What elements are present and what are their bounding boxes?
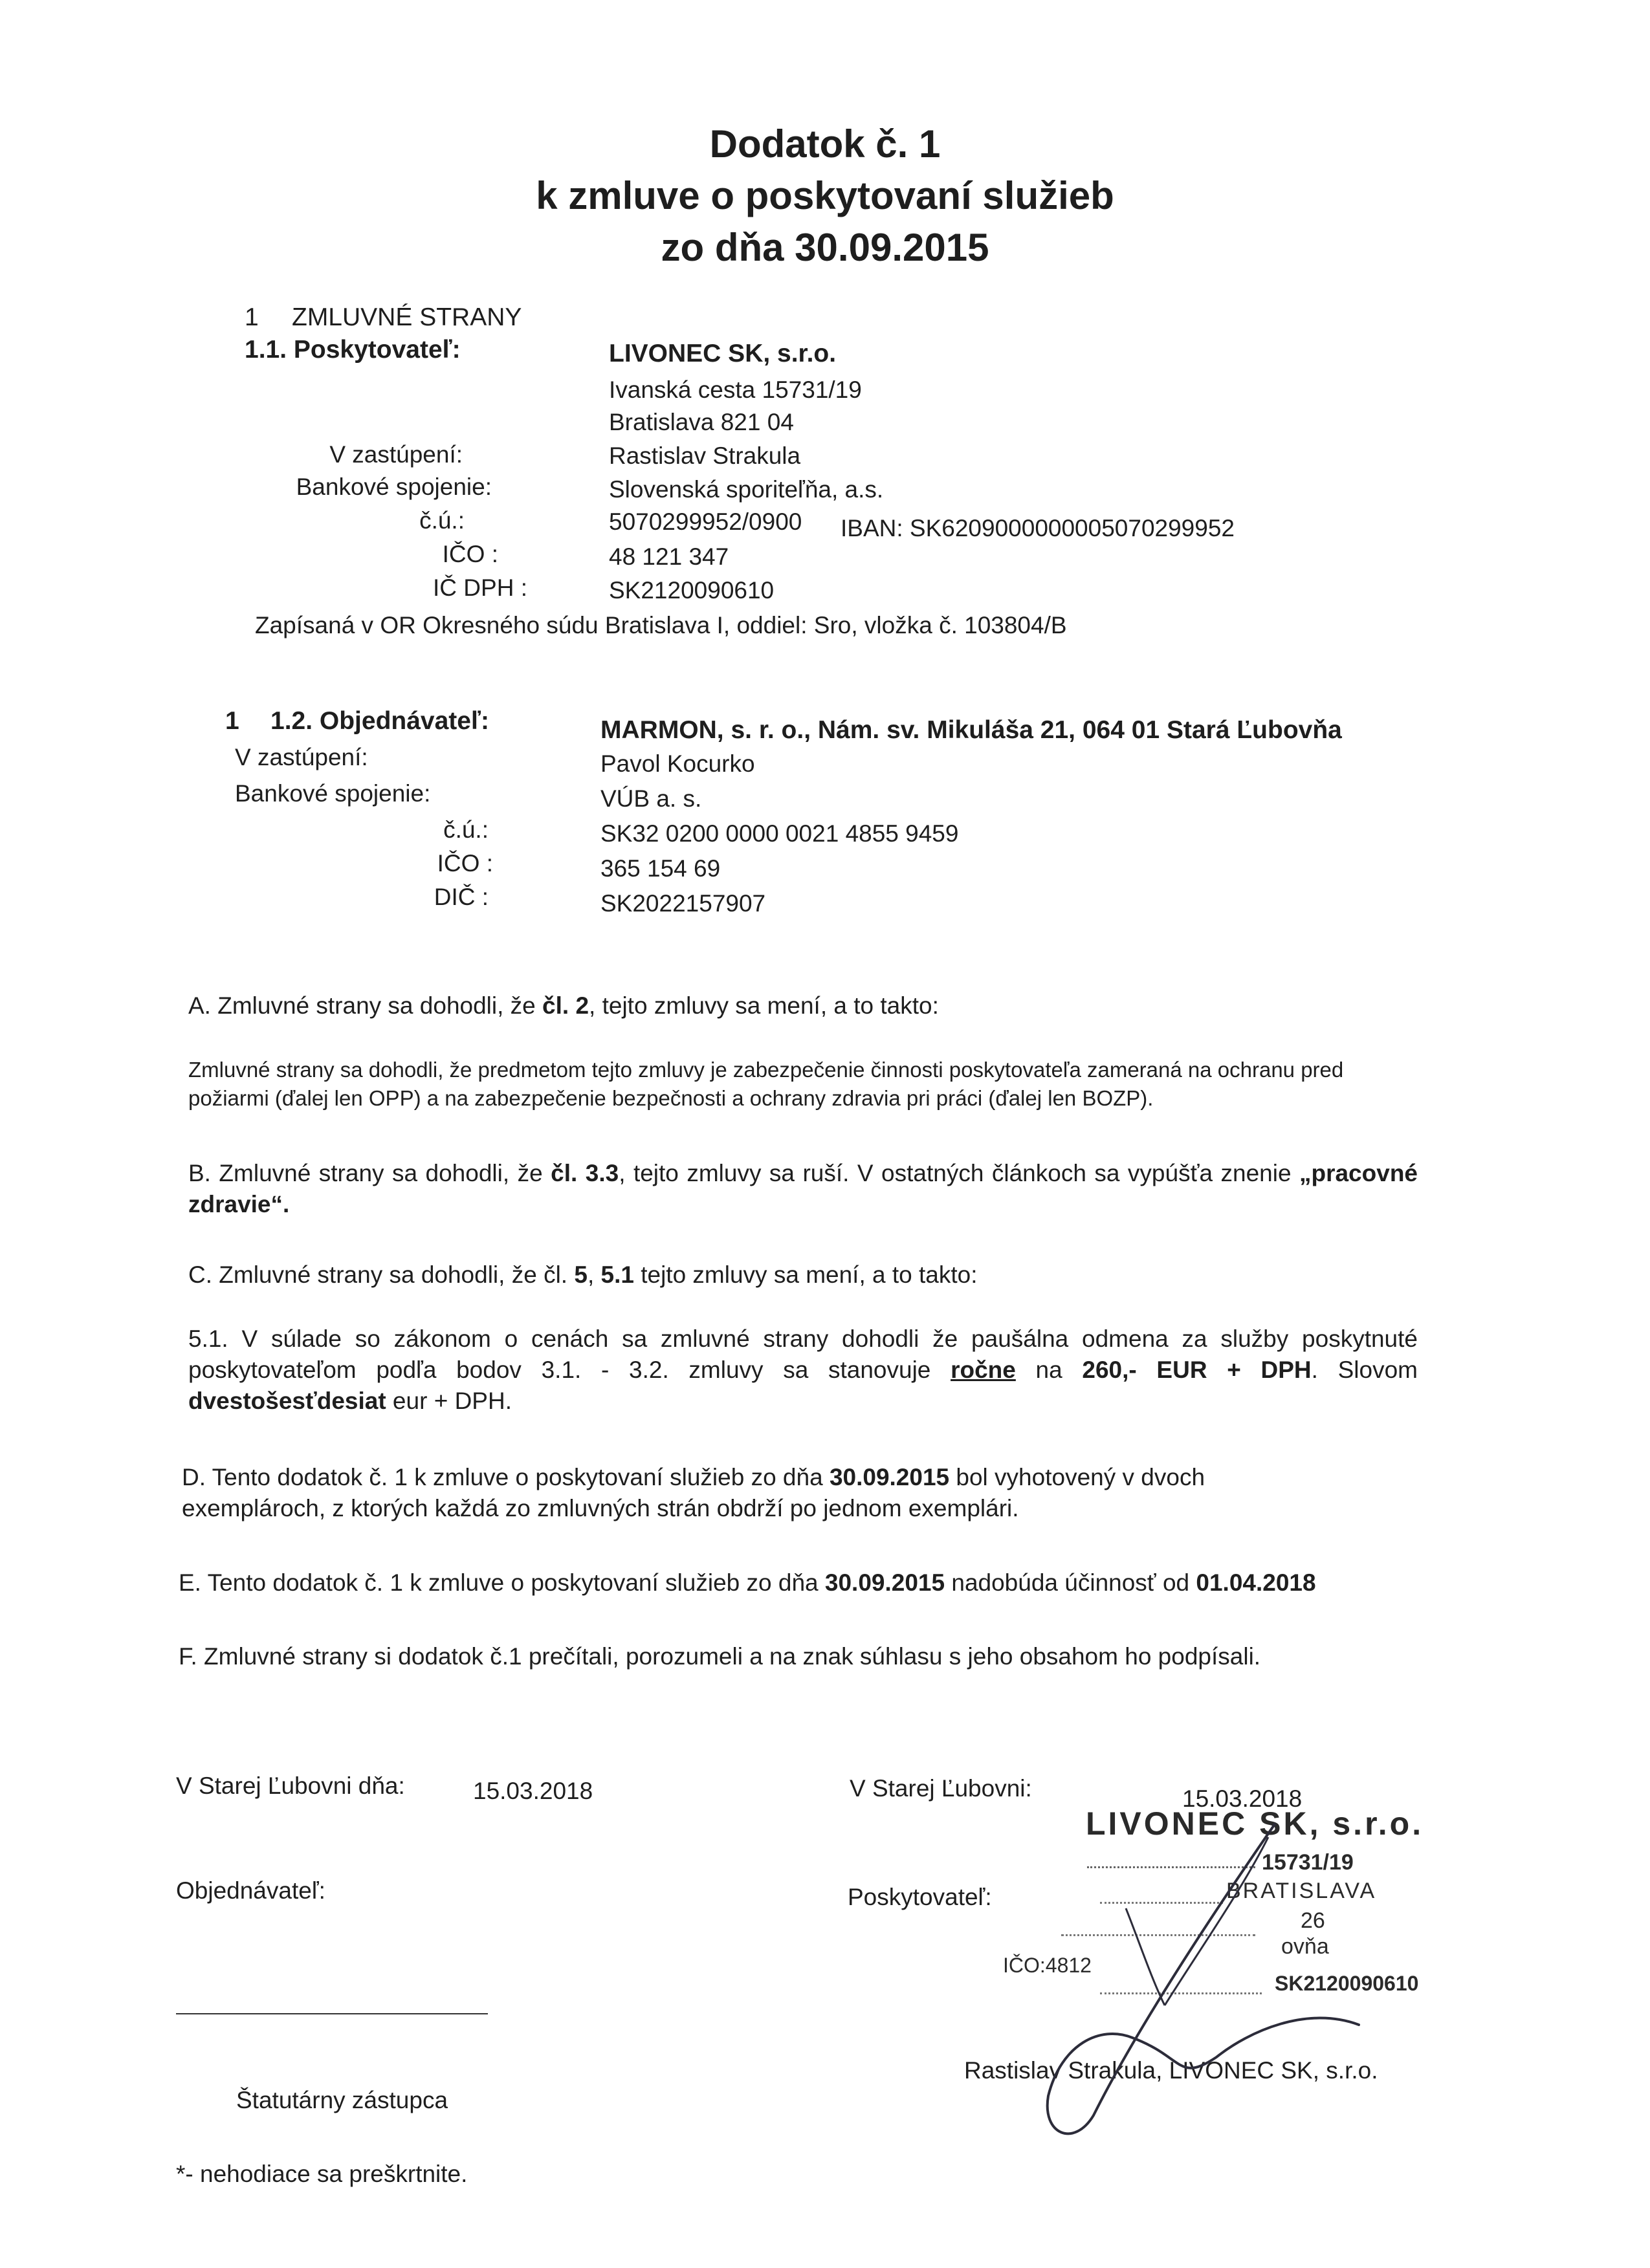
signature-scribble xyxy=(971,1811,1391,2148)
footnote: *- nehodiace sa preškrtnite. xyxy=(176,2161,468,2187)
client-bank-value: VÚB a. s. xyxy=(600,785,702,812)
clause-b-text: B. Zmluvné strany sa dohodli, že čl. 3.3, tejto zmluvy sa ruší. V ostatných článkoch sa vypúšťa znenie „pracovné zdravie“. xyxy=(188,1160,1418,1217)
client-ico-label: IČO : xyxy=(437,850,493,877)
provider-ico-label: IČO : xyxy=(442,541,498,567)
clause-c-heading: C. Zmluvné strany sa dohodli, že čl. 5, 5.1 tejto zmluvy sa mení, a to takto: xyxy=(188,1261,978,1288)
stamp-line4: 26 xyxy=(1301,1908,1325,1933)
stamp-line3: BRATISLAVA xyxy=(1226,1879,1377,1903)
section-number: 1 xyxy=(245,303,259,331)
provider-bank-value: Slovenská sporiteľňa, a.s. xyxy=(609,476,884,503)
left-date: 15.03.2018 xyxy=(473,1778,593,1804)
provider-rep-value: Rastislav Strakula xyxy=(609,442,801,469)
left-place: V Starej Ľubovni dňa: xyxy=(176,1772,405,1799)
provider-registry: Zapísaná v OR Okresného súdu Bratislava I, oddiel: Sro, vložka č. 103804/B xyxy=(255,612,1067,638)
clause-e-text: E. Tento dodatok č. 1 k zmluve o poskytovaní služieb zo dňa 30.09.2015 nadobúda účinnosť od 01.04.2018 xyxy=(179,1569,1316,1596)
stamp-line2: 15731/19 xyxy=(1262,1850,1354,1875)
clause-c-51-text: 5.1. V súlade so zákonom o cenách sa zmluvné strany dohodli že paušálna odmena za služby poskytnuté poskytovateľom podľa bodov 3.1. - 3.2. zmluvy sa stanovuje ročne na 260,- EUR + DPH. Slovom dvestošesťdesiat eur + DPH. xyxy=(188,1325,1418,1414)
client-rep-label: V zastúpení: xyxy=(235,744,368,770)
left-signature-line xyxy=(176,2013,488,2014)
provider-account-label: č.ú.: xyxy=(419,507,465,534)
client-number: 1 xyxy=(225,707,239,735)
provider-street: Ivanská cesta 15731/19 xyxy=(609,376,862,403)
clause-f-text: F. Zmluvné strany si dodatok č.1 prečítali, porozumeli a na znak súhlasu s jeho obsahom ho podpísali. xyxy=(179,1643,1261,1670)
clause-a-text: Zmluvné strany sa dohodli, že predmetom tejto zmluvy je zabezpečenie činnosti poskytovateľa zameraná na ochranu pred požiarmi (ďalej len OPP) a na zabezpečenie bezpečnosti a ochrany zdravia pri práci (ďalej len BOZP). xyxy=(188,1058,1344,1110)
provider-bank-label: Bankové spojenie: xyxy=(296,474,492,500)
provider-heading: 1.1. Poskytovateľ: xyxy=(245,336,461,364)
doc-date-line: zo dňa 30.09.2015 xyxy=(661,226,989,269)
client-dic-value: SK2022157907 xyxy=(600,890,766,917)
right-role: Poskytovateľ: xyxy=(848,1884,992,1910)
client-bank-label: Bankové spojenie: xyxy=(235,780,431,807)
clause-a-heading: A. Zmluvné strany sa dohodli, že čl. 2, tejto zmluvy sa mení, a to takto: xyxy=(188,992,939,1019)
client-account-label: č.ú.: xyxy=(443,816,489,843)
client-rep-value: Pavol Kocurko xyxy=(600,750,755,777)
provider-name: LIVONEC SK, s.r.o. xyxy=(609,340,837,367)
left-role: Objednávateľ: xyxy=(176,1877,325,1904)
client-ico-value: 365 154 69 xyxy=(600,855,721,882)
section-title: ZMLUVNÉ STRANY xyxy=(292,303,522,331)
provider-icdph-value: SK2120090610 xyxy=(609,577,775,604)
doc-title: Dodatok č. 1 xyxy=(709,122,941,166)
client-name: MARMON, s. r. o., Nám. sv. Mikuláša 21, 064 01 Stará Ľubovňa xyxy=(600,716,1342,744)
client-heading: 1.2. Objednávateľ: xyxy=(270,707,489,735)
doc-subtitle: k zmluve o poskytovaní služieb xyxy=(536,174,1114,217)
provider-city: Bratislava 821 04 xyxy=(609,409,794,435)
provider-iban: IBAN: SK6209000000005070299952 xyxy=(841,515,1235,541)
provider-rep-label: V zastúpení: xyxy=(329,441,463,468)
provider-icdph-label: IČ DPH : xyxy=(433,574,527,601)
right-place: V Starej Ľubovni: xyxy=(850,1775,1032,1802)
stamp-line5: ovňa xyxy=(1281,1934,1329,1959)
provider-ico-value: 48 121 347 xyxy=(609,543,729,570)
clause-d-text: D. Tento dodatok č. 1 k zmluve o poskytovaní služieb zo dňa 30.09.2015 bol vyhotovený v dvoch exemplároch, z ktorých každá zo zmluvných strán obdrží po jednom exemplári. xyxy=(182,1464,1205,1521)
stamp-line7: SK2120090610 xyxy=(1275,1972,1419,1995)
stamp-line6: IČO:4812 xyxy=(1003,1954,1092,1977)
right-date: 15.03.2018 xyxy=(1182,1785,1303,1812)
left-signer: Štatutárny zástupca xyxy=(236,2087,448,2113)
right-signer: Rastislav Strakula, LIVONEC SK, s.r.o. xyxy=(964,2057,1378,2084)
client-account-value: SK32 0200 0000 0021 4855 9459 xyxy=(600,820,959,847)
client-dic-label: DIČ : xyxy=(434,884,489,910)
stamp-line1: LIVONEC SK, s.r.o. xyxy=(1086,1805,1424,1842)
provider-account-value: 5070299952/0900 xyxy=(609,508,802,535)
